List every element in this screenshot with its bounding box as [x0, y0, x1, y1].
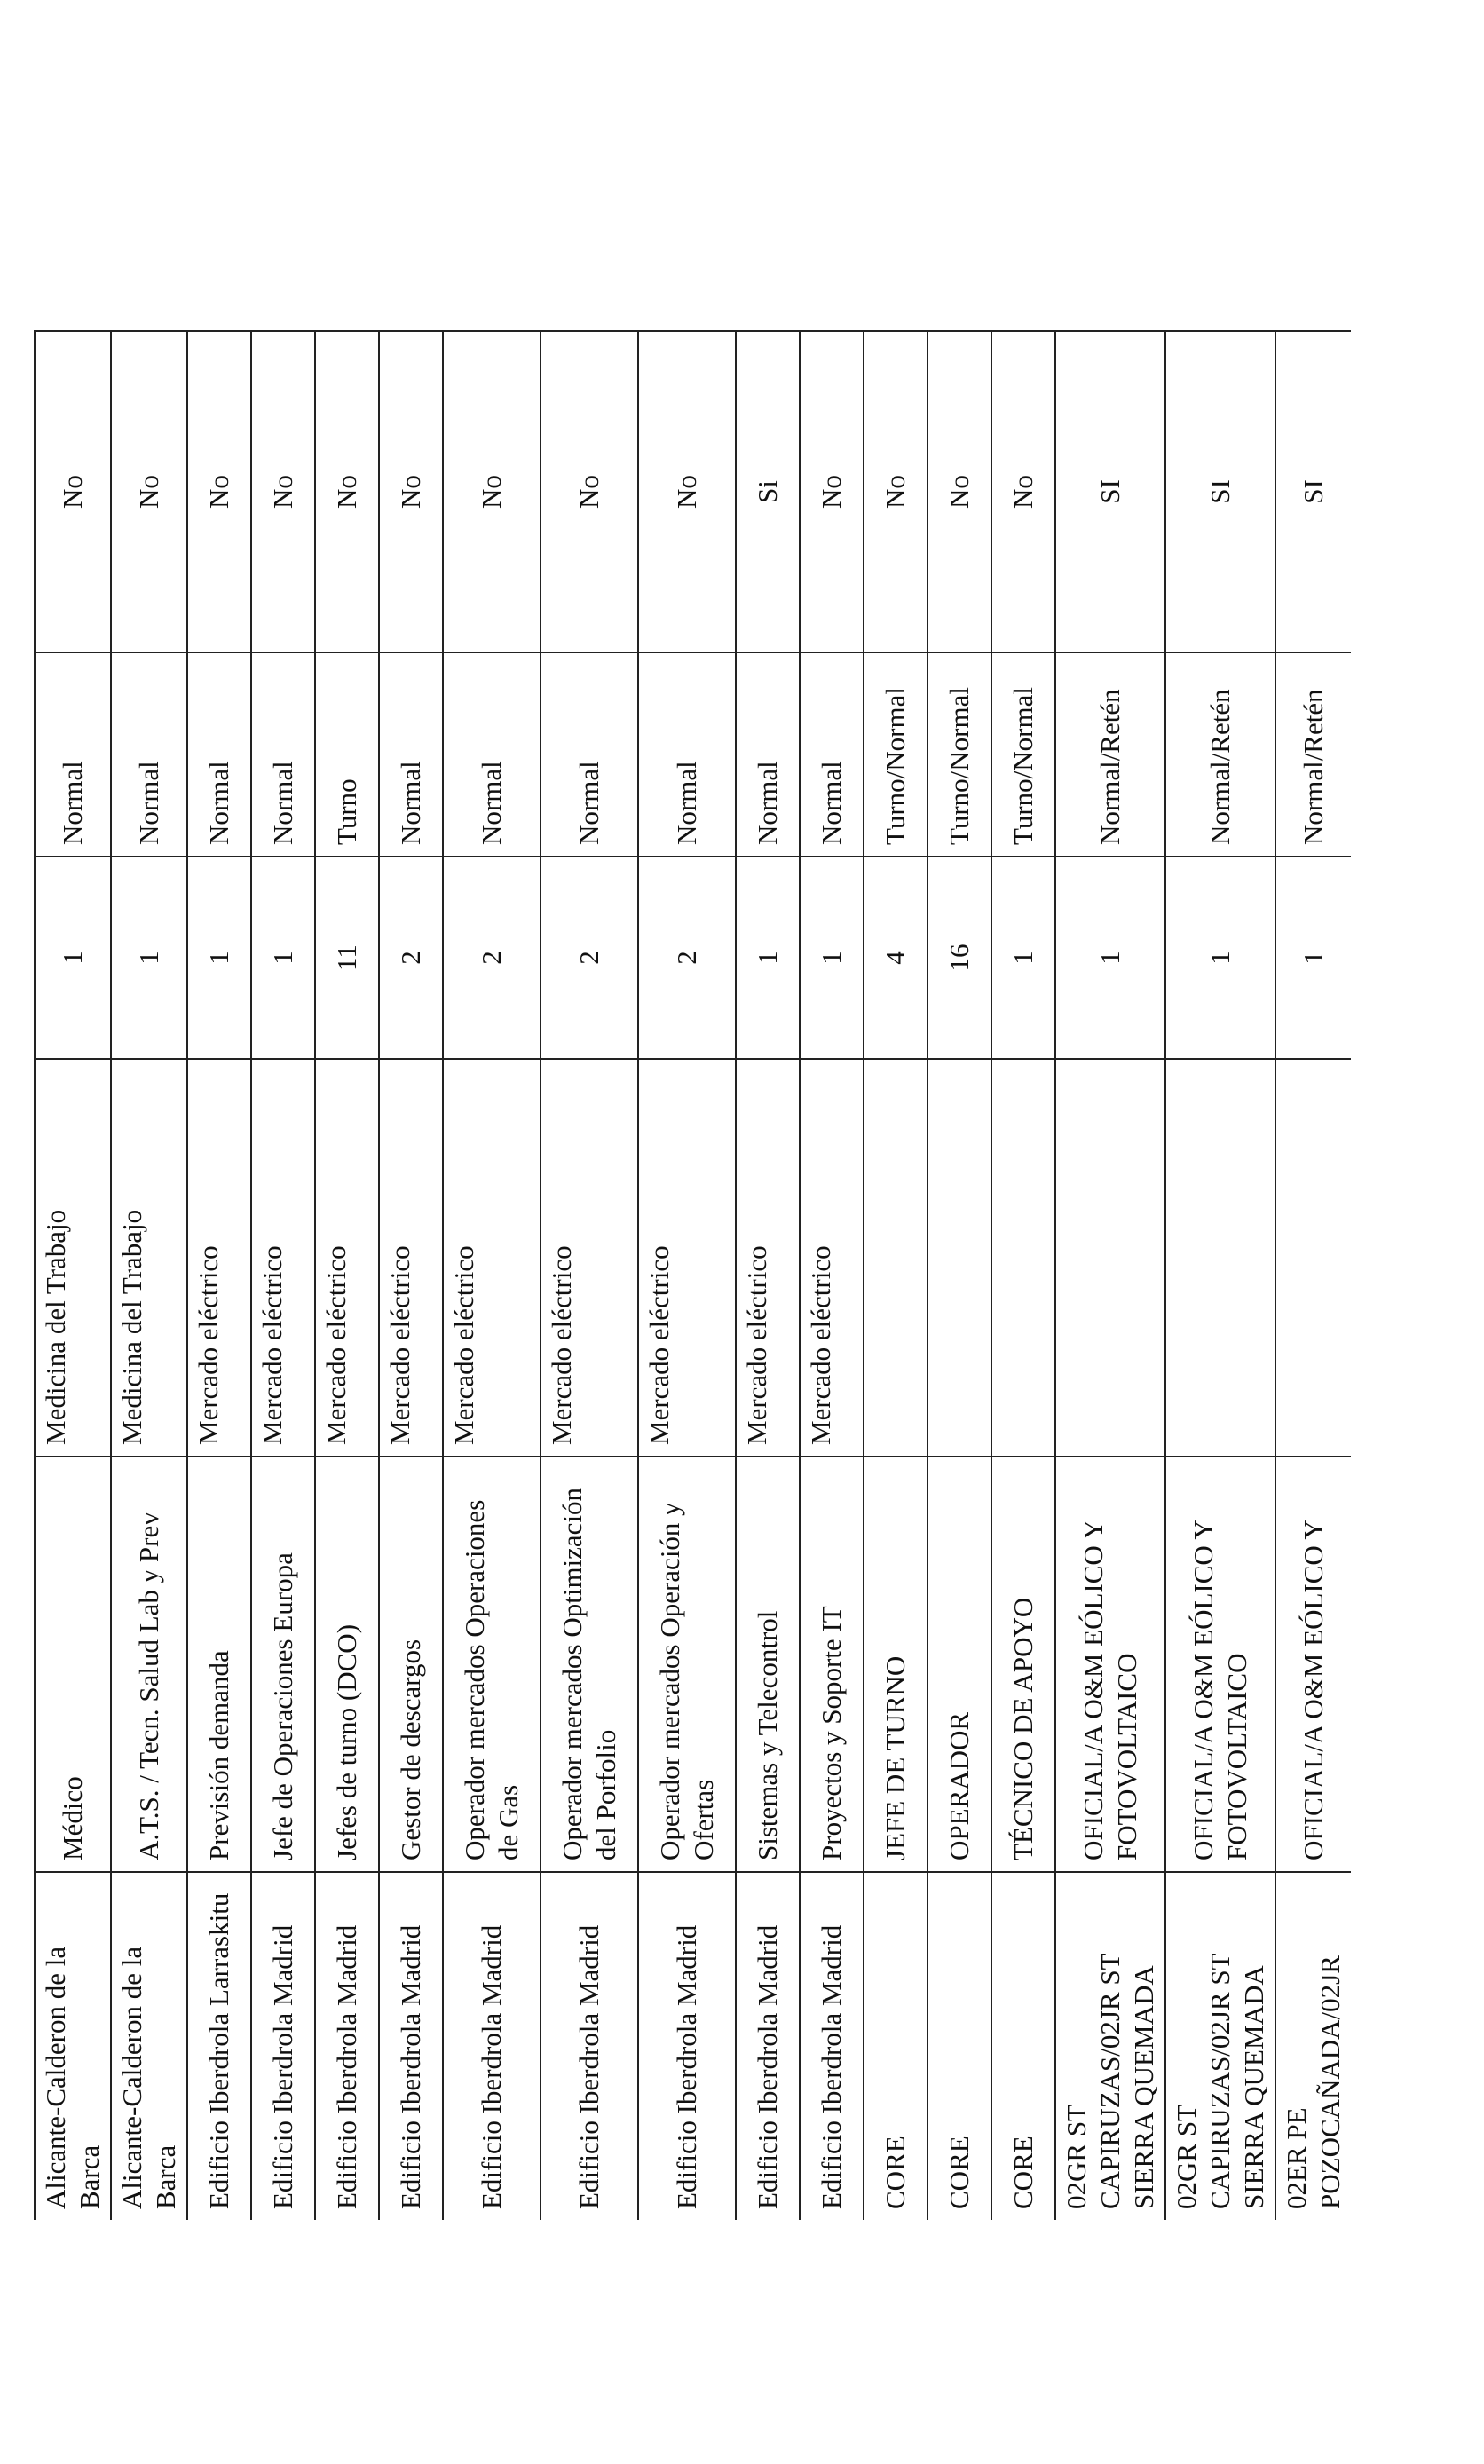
cell-location: CORE	[991, 1872, 1055, 2220]
table-row	[1165, 331, 1275, 2220]
cell-count: 1	[800, 857, 864, 1059]
cell-role: Gestor de descargos	[379, 1457, 443, 1872]
table-row	[638, 331, 736, 2220]
cell-location: Edificio Iberdrola Madrid	[541, 1872, 638, 2220]
table-row	[541, 331, 638, 2220]
cell-flag: No	[187, 331, 251, 652]
cell-flag: No	[928, 331, 991, 652]
cell-flag: No	[864, 331, 928, 652]
cell-count: 2	[541, 857, 638, 1059]
cell-area: Mercado eléctrico	[315, 1059, 379, 1457]
cell-role: TÉCNICO DE APOYO	[991, 1457, 1055, 1872]
table-row	[1275, 331, 1351, 2220]
cell-role: Jefes de turno (DCO)	[315, 1457, 379, 1872]
staff-table	[34, 330, 1351, 2220]
table-row	[864, 331, 928, 2220]
cell-regime: Normal	[443, 652, 541, 857]
cell-location: Edificio Iberdrola Madrid	[315, 1872, 379, 2220]
cell-area: Medicina del Trabajo	[111, 1059, 187, 1457]
cell-location: Edificio Iberdrola Madrid	[443, 1872, 541, 2220]
cell-location: Alicante-Calderon de la Barca	[111, 1872, 187, 2220]
table-row	[928, 331, 991, 2220]
rotated-table-frame	[34, 331, 1346, 2220]
cell-area: Mercado eléctrico	[638, 1059, 736, 1457]
table-row	[187, 331, 251, 2220]
cell-role: Operador mercados Operaciones de Gas	[443, 1457, 541, 1872]
cell-area	[991, 1059, 1055, 1457]
table-row	[1055, 331, 1165, 2220]
cell-location: CORE	[864, 1872, 928, 2220]
cell-regime: Normal	[736, 652, 800, 857]
cell-role: OFICIAL/A O&M EÓLICO Y FOTOVOLTAICO	[1165, 1457, 1275, 1872]
cell-location: CORE	[928, 1872, 991, 2220]
cell-count: 1	[251, 857, 315, 1059]
cell-location: Edificio Iberdrola Madrid	[379, 1872, 443, 2220]
table-row	[251, 331, 315, 2220]
cell-regime: Normal	[379, 652, 443, 857]
cell-regime: Normal	[800, 652, 864, 857]
cell-count: 1	[1165, 857, 1275, 1059]
cell-flag: SI	[1275, 331, 1351, 652]
cell-area: Mercado eléctrico	[379, 1059, 443, 1457]
cell-area: Mercado eléctrico	[541, 1059, 638, 1457]
cell-regime: Normal	[251, 652, 315, 857]
cell-flag: No	[638, 331, 736, 652]
cell-location: 02GR ST CAPIRUZAS/02JR ST SIERRA QUEMADA	[1055, 1872, 1165, 2220]
cell-role: A.T.S. / Tecn. Salud Lab y Prev	[111, 1457, 187, 1872]
table-row	[443, 331, 541, 2220]
cell-regime: Normal	[111, 652, 187, 857]
cell-count: 1	[187, 857, 251, 1059]
cell-area: Medicina del Trabajo	[35, 1059, 111, 1457]
cell-role: Jefe de Operaciones Europa	[251, 1457, 315, 1872]
cell-regime: Turno	[315, 652, 379, 857]
cell-role: Operador mercados Optimización del Porfolio	[541, 1457, 638, 1872]
cell-location: Edificio Iberdrola Madrid	[638, 1872, 736, 2220]
cell-location: Edificio Iberdrola Madrid	[736, 1872, 800, 2220]
cell-location: Edificio Iberdrola Madrid	[800, 1872, 864, 2220]
cell-count: 4	[864, 857, 928, 1059]
table-row	[35, 331, 111, 2220]
cell-area	[1055, 1059, 1165, 1457]
cell-flag: No	[443, 331, 541, 652]
cell-count: 2	[443, 857, 541, 1059]
cell-regime: Normal	[187, 652, 251, 857]
cell-role: JEFE DE TURNO	[864, 1457, 928, 1872]
table-row	[111, 331, 187, 2220]
cell-area	[1165, 1059, 1275, 1457]
cell-area	[864, 1059, 928, 1457]
cell-role: Operador mercados Operación y Ofertas	[638, 1457, 736, 1872]
cell-flag: No	[35, 331, 111, 652]
cell-regime: Normal	[541, 652, 638, 857]
staff-table-body	[35, 331, 1351, 2220]
cell-role: OFICIAL/A O&M EÓLICO Y	[1275, 1457, 1351, 1872]
cell-regime: Normal/Retén	[1055, 652, 1165, 857]
cell-count: 2	[638, 857, 736, 1059]
cell-flag: No	[251, 331, 315, 652]
cell-location: Edificio Iberdrola Larraskitu	[187, 1872, 251, 2220]
table-row	[315, 331, 379, 2220]
cell-regime: Normal	[638, 652, 736, 857]
cell-location: 02ER PE POZOCAÑADA/02JR	[1275, 1872, 1351, 2220]
cell-count: 1	[35, 857, 111, 1059]
cell-area: Mercado eléctrico	[800, 1059, 864, 1457]
cell-regime: Normal/Retén	[1165, 652, 1275, 857]
cell-location: 02GR ST CAPIRUZAS/02JR ST SIERRA QUEMADA	[1165, 1872, 1275, 2220]
cell-flag: No	[379, 331, 443, 652]
cell-area	[928, 1059, 991, 1457]
cell-area: Mercado eléctrico	[251, 1059, 315, 1457]
cell-role: Previsión demanda	[187, 1457, 251, 1872]
cell-flag: SI	[1165, 331, 1275, 652]
cell-regime: Turno/Normal	[991, 652, 1055, 857]
cell-flag: SI	[1055, 331, 1165, 652]
cell-flag: Si	[736, 331, 800, 652]
cell-location: Edificio Iberdrola Madrid	[251, 1872, 315, 2220]
cell-location: Alicante-Calderon de la Barca	[35, 1872, 111, 2220]
cell-count: 16	[928, 857, 991, 1059]
cell-count: 1	[1275, 857, 1351, 1059]
cell-flag: No	[111, 331, 187, 652]
cell-role: Sistemas y Telecontrol	[736, 1457, 800, 1872]
cell-count: 2	[379, 857, 443, 1059]
table-row	[736, 331, 800, 2220]
cell-flag: No	[541, 331, 638, 652]
table-row	[800, 331, 864, 2220]
cell-count: 1	[111, 857, 187, 1059]
cell-count: 1	[736, 857, 800, 1059]
cell-count: 1	[991, 857, 1055, 1059]
cell-regime: Normal/Retén	[1275, 652, 1351, 857]
cell-role: Médico	[35, 1457, 111, 1872]
cell-role: OFICIAL/A O&M EÓLICO Y FOTOVOLTAICO	[1055, 1457, 1165, 1872]
cell-area: Mercado eléctrico	[443, 1059, 541, 1457]
cell-regime: Turno/Normal	[928, 652, 991, 857]
cell-count: 11	[315, 857, 379, 1059]
cell-flag: No	[800, 331, 864, 652]
cell-regime: Normal	[35, 652, 111, 857]
cell-area	[1275, 1059, 1351, 1457]
table-row	[991, 331, 1055, 2220]
cell-flag: No	[315, 331, 379, 652]
cell-flag: No	[991, 331, 1055, 652]
cell-area: Mercado eléctrico	[736, 1059, 800, 1457]
cell-regime: Turno/Normal	[864, 652, 928, 857]
cell-area: Mercado eléctrico	[187, 1059, 251, 1457]
cell-count: 1	[1055, 857, 1165, 1059]
cell-role: Proyectos y Soporte IT	[800, 1457, 864, 1872]
table-row	[379, 331, 443, 2220]
cell-role: OPERADOR	[928, 1457, 991, 1872]
